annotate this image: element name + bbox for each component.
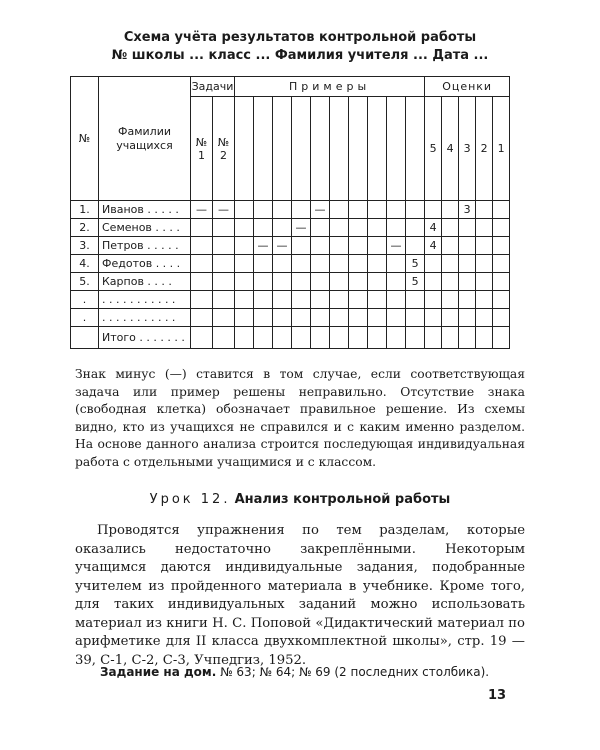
page-number: 13 bbox=[488, 688, 507, 703]
mark-cell bbox=[330, 237, 349, 255]
row-number: . bbox=[71, 309, 99, 327]
mark-cell bbox=[191, 219, 213, 237]
mark-cell bbox=[387, 201, 406, 219]
grade-col: 2 bbox=[476, 97, 493, 201]
mark-cell bbox=[273, 273, 292, 291]
mark-cell bbox=[387, 219, 406, 237]
student-name: Петров . . . . . bbox=[99, 237, 191, 255]
mark-cell bbox=[254, 273, 273, 291]
mark-cell bbox=[349, 201, 368, 219]
mark-cell bbox=[235, 201, 254, 219]
grade-cell bbox=[425, 273, 442, 291]
mark-cell bbox=[235, 291, 254, 309]
grade-cell bbox=[459, 309, 476, 327]
row-number: 2. bbox=[71, 219, 99, 237]
student-name: Иванов . . . . . bbox=[99, 201, 191, 219]
mark-cell bbox=[368, 219, 387, 237]
grade-col: 5 bbox=[425, 97, 442, 201]
mark-cell bbox=[406, 309, 425, 327]
grade-cell bbox=[459, 237, 476, 255]
mark-cell bbox=[273, 291, 292, 309]
example-col bbox=[292, 97, 311, 201]
mark-cell bbox=[311, 219, 330, 237]
table-row bbox=[71, 309, 510, 327]
grade-cell bbox=[459, 291, 476, 309]
grade-cell bbox=[476, 273, 493, 291]
mark-cell bbox=[387, 309, 406, 327]
mark-cell bbox=[368, 255, 387, 273]
mark-cell: — bbox=[254, 237, 273, 255]
row-number: 5. bbox=[71, 273, 99, 291]
mark-cell bbox=[311, 237, 330, 255]
mark-cell bbox=[191, 291, 213, 309]
page-subtitle: № школы ... класс ... Фамилия учителя ... Дата ... bbox=[111, 48, 489, 63]
row-number: 4. bbox=[71, 255, 99, 273]
grade-cell bbox=[493, 219, 510, 237]
task-col: № 2 bbox=[213, 97, 235, 201]
grade-cell bbox=[493, 291, 510, 309]
mark-cell: 5 bbox=[406, 273, 425, 291]
student-name: Семенов . . . . bbox=[99, 219, 191, 237]
mark-cell bbox=[213, 291, 235, 309]
grade-cell bbox=[425, 255, 442, 273]
mark-cell bbox=[292, 201, 311, 219]
mark-cell bbox=[235, 219, 254, 237]
example-col bbox=[235, 97, 254, 201]
grade-cell bbox=[442, 255, 459, 273]
mark-cell bbox=[213, 309, 235, 327]
mark-cell: — bbox=[387, 237, 406, 255]
homework bbox=[100, 665, 489, 679]
homework-label: Задание на дом. bbox=[100, 665, 217, 679]
mark-cell bbox=[368, 291, 387, 309]
grade-cell bbox=[476, 201, 493, 219]
student-name: Федотов . . . . bbox=[99, 255, 191, 273]
student-name: . . . . . . . . . . . bbox=[99, 291, 191, 309]
grade-cell bbox=[442, 237, 459, 255]
mark-cell bbox=[254, 309, 273, 327]
mark-cell bbox=[406, 201, 425, 219]
mark-cell bbox=[406, 291, 425, 309]
mark-cell bbox=[254, 219, 273, 237]
header-tasks: Задачи bbox=[191, 77, 235, 97]
mark-cell bbox=[349, 219, 368, 237]
mark-cell bbox=[311, 255, 330, 273]
table-row bbox=[71, 291, 510, 309]
lesson-heading bbox=[0, 492, 600, 507]
mark-cell bbox=[213, 237, 235, 255]
grade-cell bbox=[493, 309, 510, 327]
mark-cell bbox=[330, 201, 349, 219]
mark-cell bbox=[292, 309, 311, 327]
grade-cell bbox=[459, 273, 476, 291]
mark-cell bbox=[191, 273, 213, 291]
grade-cell bbox=[425, 201, 442, 219]
mark-cell bbox=[254, 255, 273, 273]
grade-cell bbox=[493, 255, 510, 273]
grade-cell bbox=[476, 255, 493, 273]
lesson-number: Урок 12. bbox=[149, 492, 231, 507]
mark-cell bbox=[330, 273, 349, 291]
mark-cell bbox=[311, 291, 330, 309]
mark-cell bbox=[406, 237, 425, 255]
mark-cell bbox=[330, 219, 349, 237]
mark-cell bbox=[292, 273, 311, 291]
example-col bbox=[368, 97, 387, 201]
mark-cell bbox=[254, 291, 273, 309]
grade-cell: 4 bbox=[425, 237, 442, 255]
mark-cell bbox=[368, 201, 387, 219]
grade-cell bbox=[476, 219, 493, 237]
mark-cell: 5 bbox=[406, 255, 425, 273]
task-col: № 1 bbox=[191, 97, 213, 201]
lesson-body: Проводятся упражнения по тем разделам, которые оказались недостаточно закреплёнными. Некоторым учащимся даются индивидуальные задания, подобранные учителем из пройденного материала в учебнике. Кроме того, для таких индивидуальных заданий можно использовать материал из книги Н. С. Поповой «Дидактический материал по арифметике для II класса двухкомплектной школы», стр. 19 — 39, С-1, С-2, С-3, Учпедгиз, 1952. bbox=[75, 523, 525, 668]
mark-cell bbox=[387, 255, 406, 273]
header-names: Фамилии учащихся bbox=[99, 77, 191, 201]
example-col bbox=[330, 97, 349, 201]
grade-col: 4 bbox=[442, 97, 459, 201]
mark-cell bbox=[387, 291, 406, 309]
mark-cell bbox=[213, 219, 235, 237]
mark-cell bbox=[235, 237, 254, 255]
results-table bbox=[70, 76, 510, 349]
mark-cell bbox=[311, 309, 330, 327]
grade-col: 1 bbox=[493, 97, 510, 201]
grade-cell bbox=[493, 273, 510, 291]
header-grades: Оценки bbox=[425, 77, 510, 97]
mark-cell bbox=[273, 309, 292, 327]
table-row bbox=[71, 255, 510, 273]
grade-cell bbox=[493, 201, 510, 219]
mark-cell bbox=[368, 273, 387, 291]
mark-cell bbox=[330, 291, 349, 309]
mark-cell bbox=[235, 255, 254, 273]
mark-cell bbox=[387, 273, 406, 291]
mark-cell: — bbox=[292, 219, 311, 237]
mark-cell bbox=[349, 255, 368, 273]
example-col bbox=[349, 97, 368, 201]
header-number: № bbox=[71, 77, 99, 201]
grade-cell bbox=[476, 291, 493, 309]
mark-cell: — bbox=[191, 201, 213, 219]
grade-cell bbox=[442, 309, 459, 327]
mark-cell bbox=[368, 237, 387, 255]
grade-cell bbox=[442, 273, 459, 291]
grade-cell bbox=[442, 219, 459, 237]
total-label: Итого . . . . . . . bbox=[99, 327, 191, 349]
grade-cell: 4 bbox=[425, 219, 442, 237]
explanation-note: Знак минус (—) ставится в том случае, если соответствующая задача или пример решены неправильно. Отсутствие знака (свободная клетка) обозначает правильное решение. Из схемы видно, кто из учащихся не справился и с каким именно разделом. На основе данного анализа строится последующая индивидуальная работа с отдельными учащимися и с классом. bbox=[75, 367, 525, 469]
grade-cell bbox=[459, 255, 476, 273]
mark-cell bbox=[213, 273, 235, 291]
table-row bbox=[71, 273, 510, 291]
grade-col: 3 bbox=[459, 97, 476, 201]
mark-cell bbox=[235, 273, 254, 291]
student-name: Карпов . . . . bbox=[99, 273, 191, 291]
grade-cell bbox=[459, 219, 476, 237]
header-examples: Примеры bbox=[235, 77, 425, 97]
mark-cell bbox=[191, 255, 213, 273]
grade-cell bbox=[425, 309, 442, 327]
homework-text: № 63; № 64; № 69 (2 последних столбика). bbox=[220, 665, 490, 679]
mark-cell bbox=[406, 219, 425, 237]
mark-cell bbox=[330, 255, 349, 273]
example-col bbox=[273, 97, 292, 201]
example-col bbox=[387, 97, 406, 201]
row-number: 1. bbox=[71, 201, 99, 219]
grade-cell bbox=[476, 309, 493, 327]
mark-cell bbox=[273, 255, 292, 273]
mark-cell bbox=[235, 309, 254, 327]
grade-cell bbox=[493, 237, 510, 255]
row-number: . bbox=[71, 291, 99, 309]
student-name: . . . . . . . . . . . bbox=[99, 309, 191, 327]
grade-cell bbox=[476, 237, 493, 255]
table-row bbox=[71, 201, 510, 219]
table-row bbox=[71, 219, 510, 237]
page-title: Схема учёта результатов контрольной работы bbox=[123, 30, 477, 45]
lesson-title: Анализ контрольной работы bbox=[234, 492, 451, 507]
mark-cell bbox=[292, 291, 311, 309]
mark-cell bbox=[292, 237, 311, 255]
total-number-cell bbox=[71, 327, 99, 349]
table-row bbox=[71, 237, 510, 255]
mark-cell bbox=[311, 273, 330, 291]
grade-cell bbox=[442, 201, 459, 219]
mark-cell bbox=[191, 237, 213, 255]
row-number: 3. bbox=[71, 237, 99, 255]
mark-cell: — bbox=[213, 201, 235, 219]
mark-cell bbox=[273, 219, 292, 237]
grade-cell: 3 bbox=[459, 201, 476, 219]
mark-cell bbox=[349, 291, 368, 309]
mark-cell bbox=[368, 309, 387, 327]
mark-cell bbox=[349, 273, 368, 291]
mark-cell: — bbox=[311, 201, 330, 219]
mark-cell bbox=[191, 309, 213, 327]
mark-cell bbox=[213, 255, 235, 273]
example-col bbox=[254, 97, 273, 201]
example-col bbox=[406, 97, 425, 201]
mark-cell bbox=[349, 309, 368, 327]
mark-cell bbox=[292, 255, 311, 273]
mark-cell bbox=[349, 237, 368, 255]
mark-cell bbox=[254, 201, 273, 219]
mark-cell bbox=[273, 201, 292, 219]
mark-cell: — bbox=[273, 237, 292, 255]
example-col bbox=[311, 97, 330, 201]
mark-cell bbox=[330, 309, 349, 327]
grade-cell bbox=[425, 291, 442, 309]
grade-cell bbox=[442, 291, 459, 309]
